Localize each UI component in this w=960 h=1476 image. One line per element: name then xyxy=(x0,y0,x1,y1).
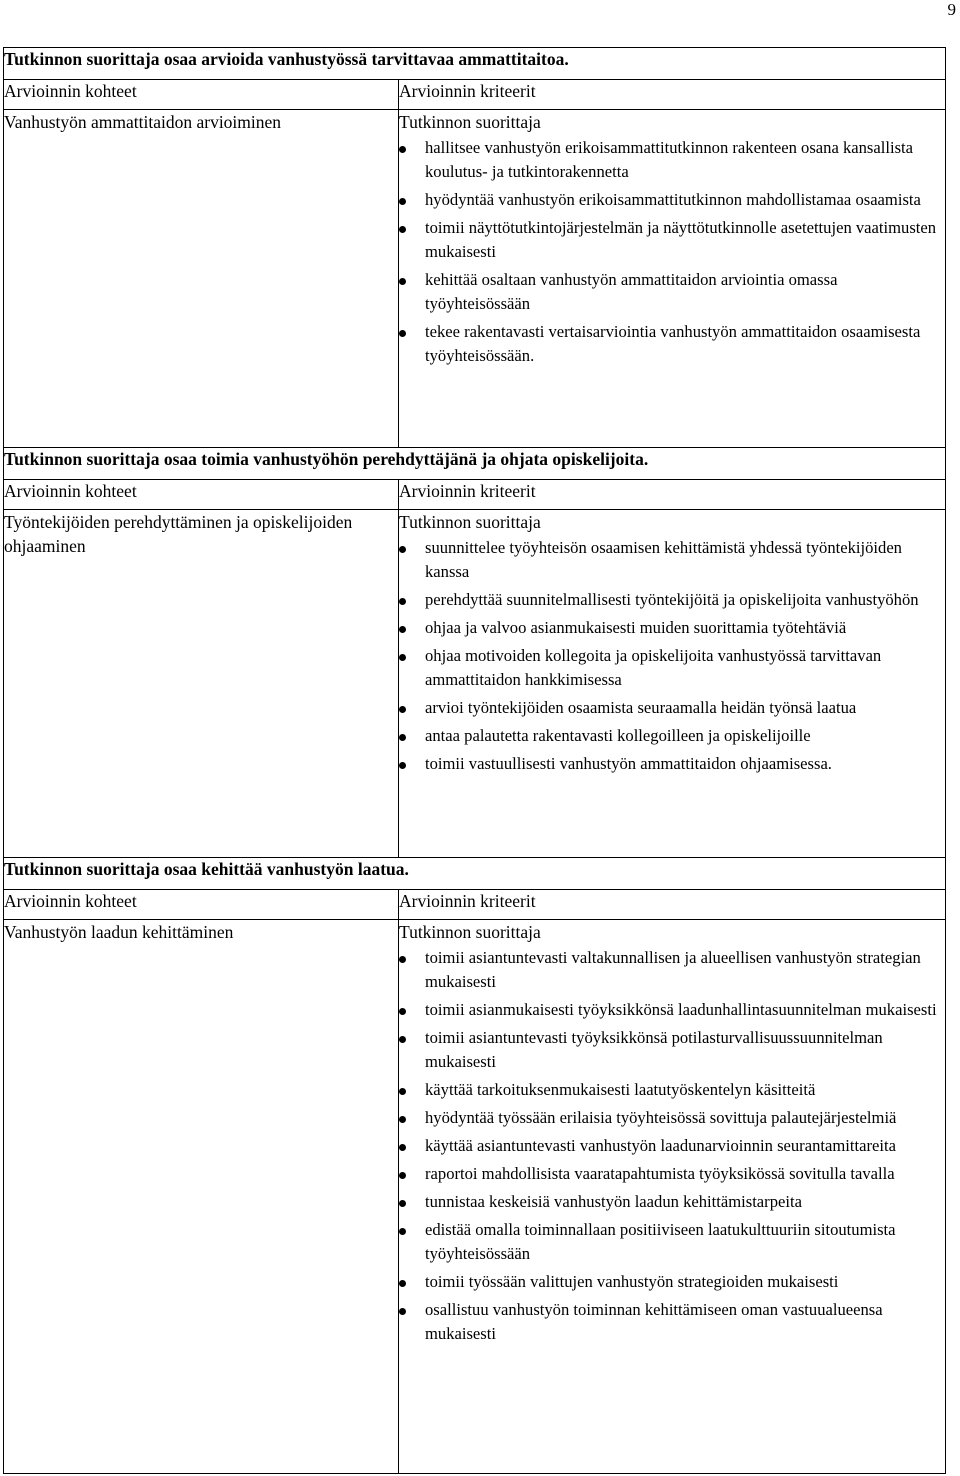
criteria-item xyxy=(399,1026,945,1074)
criteria-text: tunnistaa keskeisiä vanhustyön laadun kehittämistarpeita xyxy=(425,1192,802,1212)
criteria-text: antaa palautetta rakentavasti kollegoilleen ja opiskelijoille xyxy=(425,725,811,745)
criteria-item xyxy=(399,1078,945,1102)
criteria-text: toimii asiantuntevasti valtakunnallisen ja alueellisen vanhustyön strategian mukaisesti xyxy=(425,948,921,992)
bullet-icon xyxy=(399,734,406,741)
header-row xyxy=(4,479,946,509)
criteria-text: hallitsee vanhustyön erikoisammattitutkinnon rakenteen osana kansallista koulutus- ja tutkintorakennetta xyxy=(425,138,914,181)
criteria-list xyxy=(399,536,945,776)
assessment-table xyxy=(3,47,946,1474)
section-title: Tutkinnon suorittaja osaa kehittää vanhustyön laatua. xyxy=(4,858,946,890)
bullet-icon xyxy=(399,956,406,963)
criteria-text: toimii asianmukaisesti työyksikkönsä laadunhallintasuunnitelman mukaisesti xyxy=(425,1000,937,1020)
criteria-item xyxy=(399,320,945,368)
criteria-lead: Tutkinnon suorittaja xyxy=(399,511,541,532)
page-number: 9 xyxy=(947,0,956,19)
criteria-cell xyxy=(399,920,946,1474)
criteria-item xyxy=(399,1298,945,1346)
criteria-item xyxy=(399,536,945,584)
bullet-icon xyxy=(399,546,406,553)
criteria-item xyxy=(399,216,945,264)
assessment-target: Työntekijöiden perehdyttäminen ja opiskelijoiden ohjaaminen xyxy=(4,509,399,857)
criteria-list xyxy=(399,946,945,1346)
header-row xyxy=(4,890,946,920)
bullet-icon xyxy=(399,198,406,205)
criteria-item xyxy=(399,696,945,720)
bullet-icon xyxy=(399,706,406,713)
section-title-row xyxy=(4,48,946,80)
content-row xyxy=(4,920,946,1474)
assessment-target: Vanhustyön ammattitaidon arvioiminen xyxy=(4,110,399,448)
bullet-icon xyxy=(399,762,406,769)
section-title: Tutkinnon suorittaja osaa arvioida vanhustyössä tarvittavaa ammattitaitoa. xyxy=(4,48,946,80)
criteria-item xyxy=(399,998,945,1022)
bullet-icon xyxy=(399,1008,406,1015)
header-targets: Arvioinnin kohteet xyxy=(4,80,399,110)
criteria-lead: Tutkinnon suorittaja xyxy=(399,112,541,132)
criteria-list xyxy=(399,136,945,368)
criteria-item xyxy=(399,946,945,994)
criteria-item xyxy=(399,1134,945,1158)
bullet-icon xyxy=(399,1088,406,1095)
criteria-item xyxy=(399,1162,945,1186)
criteria-text: ohjaa ja valvoo asianmukaisesti muiden suorittamia työtehtäviä xyxy=(425,617,847,637)
criteria-item xyxy=(399,1190,945,1214)
criteria-text: hyödyntää työssään erilaisia työyhteisössä sovittuja palautejärjestelmiä xyxy=(425,1108,897,1128)
bullet-icon xyxy=(399,1280,406,1287)
header-targets: Arvioinnin kohteet xyxy=(4,479,399,509)
bullet-icon xyxy=(399,1036,406,1043)
criteria-item xyxy=(399,268,945,316)
criteria-text: suunnittelee työyhteisön osaamisen kehittämistä yhdessä työntekijöiden kanssa xyxy=(425,537,902,581)
criteria-item xyxy=(399,188,945,212)
section-title-row xyxy=(4,858,946,890)
bullet-icon xyxy=(399,1144,406,1151)
criteria-cell xyxy=(399,110,946,448)
content-row xyxy=(4,509,946,857)
criteria-text: käyttää tarkoituksenmukaisesti laatutyöskentelyn käsitteitä xyxy=(425,1080,816,1100)
header-criteria: Arvioinnin kriteerit xyxy=(399,479,946,509)
assessment-target: Vanhustyön laadun kehittäminen xyxy=(4,920,399,1474)
criteria-lead: Tutkinnon suorittaja xyxy=(399,922,541,943)
criteria-item xyxy=(399,1218,945,1266)
section-title: Tutkinnon suorittaja osaa toimia vanhustyöhön perehdyttäjänä ja ohjata opiskelijoita. xyxy=(4,447,946,479)
criteria-item xyxy=(399,588,945,612)
criteria-text: ohjaa motivoiden kollegoita ja opiskelijoita vanhustyössä tarvittavan ammattitaidon hankkimisessa xyxy=(425,645,882,689)
bullet-icon xyxy=(399,598,406,605)
criteria-text: tekee rakentavasti vertaisarviointia vanhustyön ammattitaidon osaamisesta työyhteisössään. xyxy=(425,322,921,365)
criteria-item xyxy=(399,1106,945,1130)
bullet-icon xyxy=(399,1308,406,1315)
bullet-icon xyxy=(399,226,406,233)
section-title-row xyxy=(4,447,946,479)
criteria-item xyxy=(399,136,945,184)
criteria-text: toimii vastuullisesti vanhustyön ammattitaidon ohjaamisessa. xyxy=(425,753,832,773)
bullet-icon xyxy=(399,330,406,337)
bullet-icon xyxy=(399,1200,406,1207)
bullet-icon xyxy=(399,1172,406,1179)
bullet-icon xyxy=(399,654,406,661)
header-row xyxy=(4,80,946,110)
criteria-text: raportoi mahdollisista vaaratapahtumista työyksikössä sovitulla tavalla xyxy=(425,1164,895,1184)
bullet-icon xyxy=(399,1228,406,1235)
criteria-text: perehdyttää suunnitelmallisesti työntekijöitä ja opiskelijoita vanhustyöhön xyxy=(425,589,919,609)
criteria-text: kehittää osaltaan vanhustyön ammattitaidon arviointia omassa työyhteisössään xyxy=(425,270,838,313)
criteria-text: toimii asiantuntevasti työyksikkönsä potilasturvallisuussuunnitelman mukaisesti xyxy=(425,1028,883,1072)
criteria-text: edistää omalla toiminnallaan positiiviseen laatukulttuuriin sitoutumista työyhteisössään xyxy=(425,1220,896,1264)
criteria-text: arvioi työntekijöiden osaamista seuraamalla heidän työnsä laatua xyxy=(425,697,857,717)
criteria-text: käyttää asiantuntevasti vanhustyön laadunarvioinnin seurantamittareita xyxy=(425,1136,896,1156)
bullet-icon xyxy=(399,626,406,633)
criteria-text: toimii näyttötutkintojärjestelmän ja näyttötutkinnolle asetettujen vaatimusten mukaisesti xyxy=(425,218,937,261)
header-criteria: Arvioinnin kriteerit xyxy=(399,890,946,920)
header-criteria: Arvioinnin kriteerit xyxy=(399,80,946,110)
criteria-cell xyxy=(399,509,946,857)
content-row xyxy=(4,110,946,448)
criteria-item xyxy=(399,616,945,640)
criteria-item xyxy=(399,644,945,692)
criteria-item xyxy=(399,1270,945,1294)
criteria-text: osallistuu vanhustyön toiminnan kehittämiseen oman vastuualueensa mukaisesti xyxy=(425,1300,883,1344)
bullet-icon xyxy=(399,278,406,285)
criteria-item xyxy=(399,724,945,748)
criteria-item xyxy=(399,752,945,776)
header-targets: Arvioinnin kohteet xyxy=(4,890,399,920)
bullet-icon xyxy=(399,146,406,153)
criteria-text: toimii työssään valittujen vanhustyön strategioiden mukaisesti xyxy=(425,1272,839,1292)
criteria-text: hyödyntää vanhustyön erikoisammattitutkinnon mahdollistamaa osaamista xyxy=(425,190,921,209)
bullet-icon xyxy=(399,1116,406,1123)
